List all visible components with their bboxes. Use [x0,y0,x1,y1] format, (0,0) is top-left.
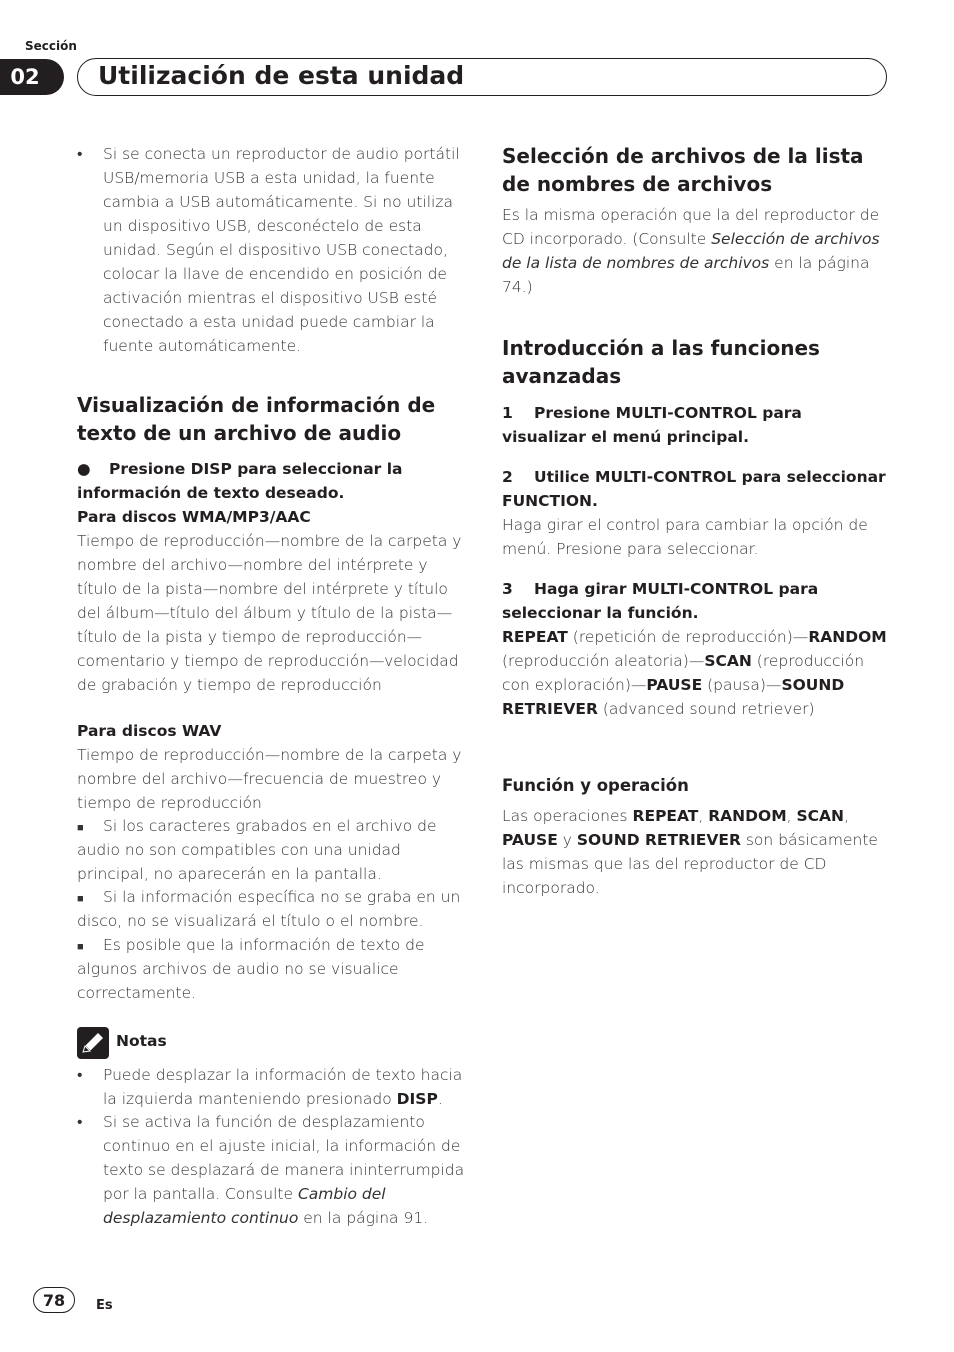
fn-scan: SCAN [704,652,752,670]
page-title: Utilización de esta unidad [98,61,465,90]
operation-paragraph [502,804,890,900]
sub-note-1 [77,814,467,886]
note-2-end: en la página 91. [298,1209,429,1227]
function-list [502,625,890,721]
op-sep: , [698,807,709,825]
intro-bullet [77,142,465,358]
language-code: Es [96,1298,113,1313]
op-random: RANDOM [708,807,787,825]
wma-label: Para discos WMA/MP3/AAC [77,508,311,526]
op-sep: y [557,831,577,849]
op-sep: , [844,807,849,825]
square-bullet-icon: ■ [77,892,84,905]
op-scan: SCAN [796,807,844,825]
op-repeat: REPEAT [632,807,699,825]
step-1-text: Presione MULTI-CONTROL para visualizar el menú principal. [502,404,802,446]
file-list-paragraph [502,203,890,299]
step-1-number: 1 [502,404,513,422]
fn-pause-desc: (pausa)— [702,676,782,694]
page-number: 78 [33,1287,75,1313]
heading-function-operation: Función y operación [502,776,689,795]
note-1-end: . [437,1090,443,1108]
op-text: Las operaciones [502,807,633,825]
heading-file-list: Selección de archivos de la lista de nombres de archivos [502,144,864,196]
sub-note-2 [77,885,467,933]
op-sound-retriever: SOUND RETRIEVER [576,831,741,849]
step-3 [502,577,888,625]
fn-sound-retriever: SOUND RETRIEVER [502,676,845,718]
p1-end: en la página 74.) [502,254,870,296]
step-1 [502,401,888,449]
note-1-text: Puede desplazar la información de texto hacia la izquierda manteniendo presionado [103,1066,463,1108]
wma-text: Tiempo de reproducción—nombre de la carpeta y nombre del archivo—nombre del intérprete y título de la pista—nombre del intérprete y título del álbum—título del álbum y título de la pista—título de la pista y tiempo de reproducción—comentario y tiempo de reproducción—velocidad de grabación y tiempo de reproducción [77,532,462,694]
fn-repeat: REPEAT [502,628,568,646]
square-bullet-icon: ■ [77,821,84,834]
notes-title: Notas [116,1032,167,1050]
p1-reference: Selección de archivos de la lista de nombres de archivos [502,230,880,272]
p1-text: Es la misma operación que la del reproductor de CD incorporado. (Consulte [502,206,880,248]
step-2-text: Utilice MULTI-CONTROL para seleccionar FUNCTION. [502,468,886,510]
heading-advanced: Introducción a las funciones avanzadas [502,336,820,388]
intro-bullet-text: Si se conecta un reproductor de audio portátil USB/memoria USB a esta unidad, la fuente cambia a USB automáticamente. Si no utiliza un dispositivo USB, desconéctelo de esta unidad. Según el dispositivo USB conectado, colocar la llave de encendido en posición de activación mientras el dispositivo USB esté conectado a esta unidad puede cambiar la fuente automáticamente. [103,145,460,355]
step-3-number: 3 [502,580,513,598]
square-bullet-icon: ■ [77,940,84,953]
instruction-text: Presione DISP para seleccionar la información de texto deseado. [77,460,403,502]
bullet-dot: • [77,1113,83,1131]
fn-random: RANDOM [808,628,887,646]
bullet-dot: • [77,145,83,163]
fn-pause: PAUSE [646,676,703,694]
op-sep: , [786,807,797,825]
step-2-number: 2 [502,468,513,486]
section-label: Sección [25,39,77,53]
op-end: son básicamente las mismas que las del reproductor de CD incorporado. [502,831,878,897]
op-pause: PAUSE [502,831,558,849]
note-1-bold: DISP [396,1090,438,1108]
sub-note-2-text: Si la información específica no se graba en un disco, no se visualizará el título o el nombre. [77,888,461,930]
note-2-text: Si se activa la función de desplazamiento continuo en el ajuste inicial, la información de texto se desplazará de manera ininterrumpida por la pantalla. Consulte [103,1113,465,1203]
section-number-badge: 02 [0,59,64,95]
notes-pencil-icon [77,1027,109,1059]
fn-scan-desc: (reproducción con exploración)— [502,652,865,694]
note-2-reference: Cambio del desplazamiento continuo [103,1185,386,1227]
sub-note-1-text: Si los caracteres grabados en el archivo de audio no son compatibles con una unidad principal, no aparecerán en la pantalla. [77,817,437,883]
bullet-dot: • [77,1066,83,1084]
fn-random-desc: (reproducción aleatoria)— [502,652,705,670]
step-2 [502,465,888,513]
fn-repeat-desc: (repetición de reproducción)— [567,628,809,646]
wav-label: Para discos WAV [77,722,222,740]
sub-note-3-text: Es posible que la información de texto de algunos archivos de audio no se visualice correctamente. [77,936,425,1002]
note-1 [77,1063,467,1111]
filled-bullet-icon: ● [77,460,91,478]
sub-note-3 [77,933,467,1005]
step-3-text: Haga girar MULTI-CONTROL para seleccionar la función. [502,580,819,622]
instruction-disp [77,457,465,505]
note-2 [77,1110,467,1230]
wav-text: Tiempo de reproducción—nombre de la carpeta y nombre del archivo—frecuencia de muestreo y tiempo de reproducción [77,746,462,812]
step-2-description: Haga girar el control para cambiar la opción de menú. Presione para seleccionar. [502,516,868,558]
fn-sound-retriever-desc: (advanced sound retriever) [597,700,815,718]
section-heading-text-info: Visualización de información de texto de un archivo de audio [77,393,436,445]
